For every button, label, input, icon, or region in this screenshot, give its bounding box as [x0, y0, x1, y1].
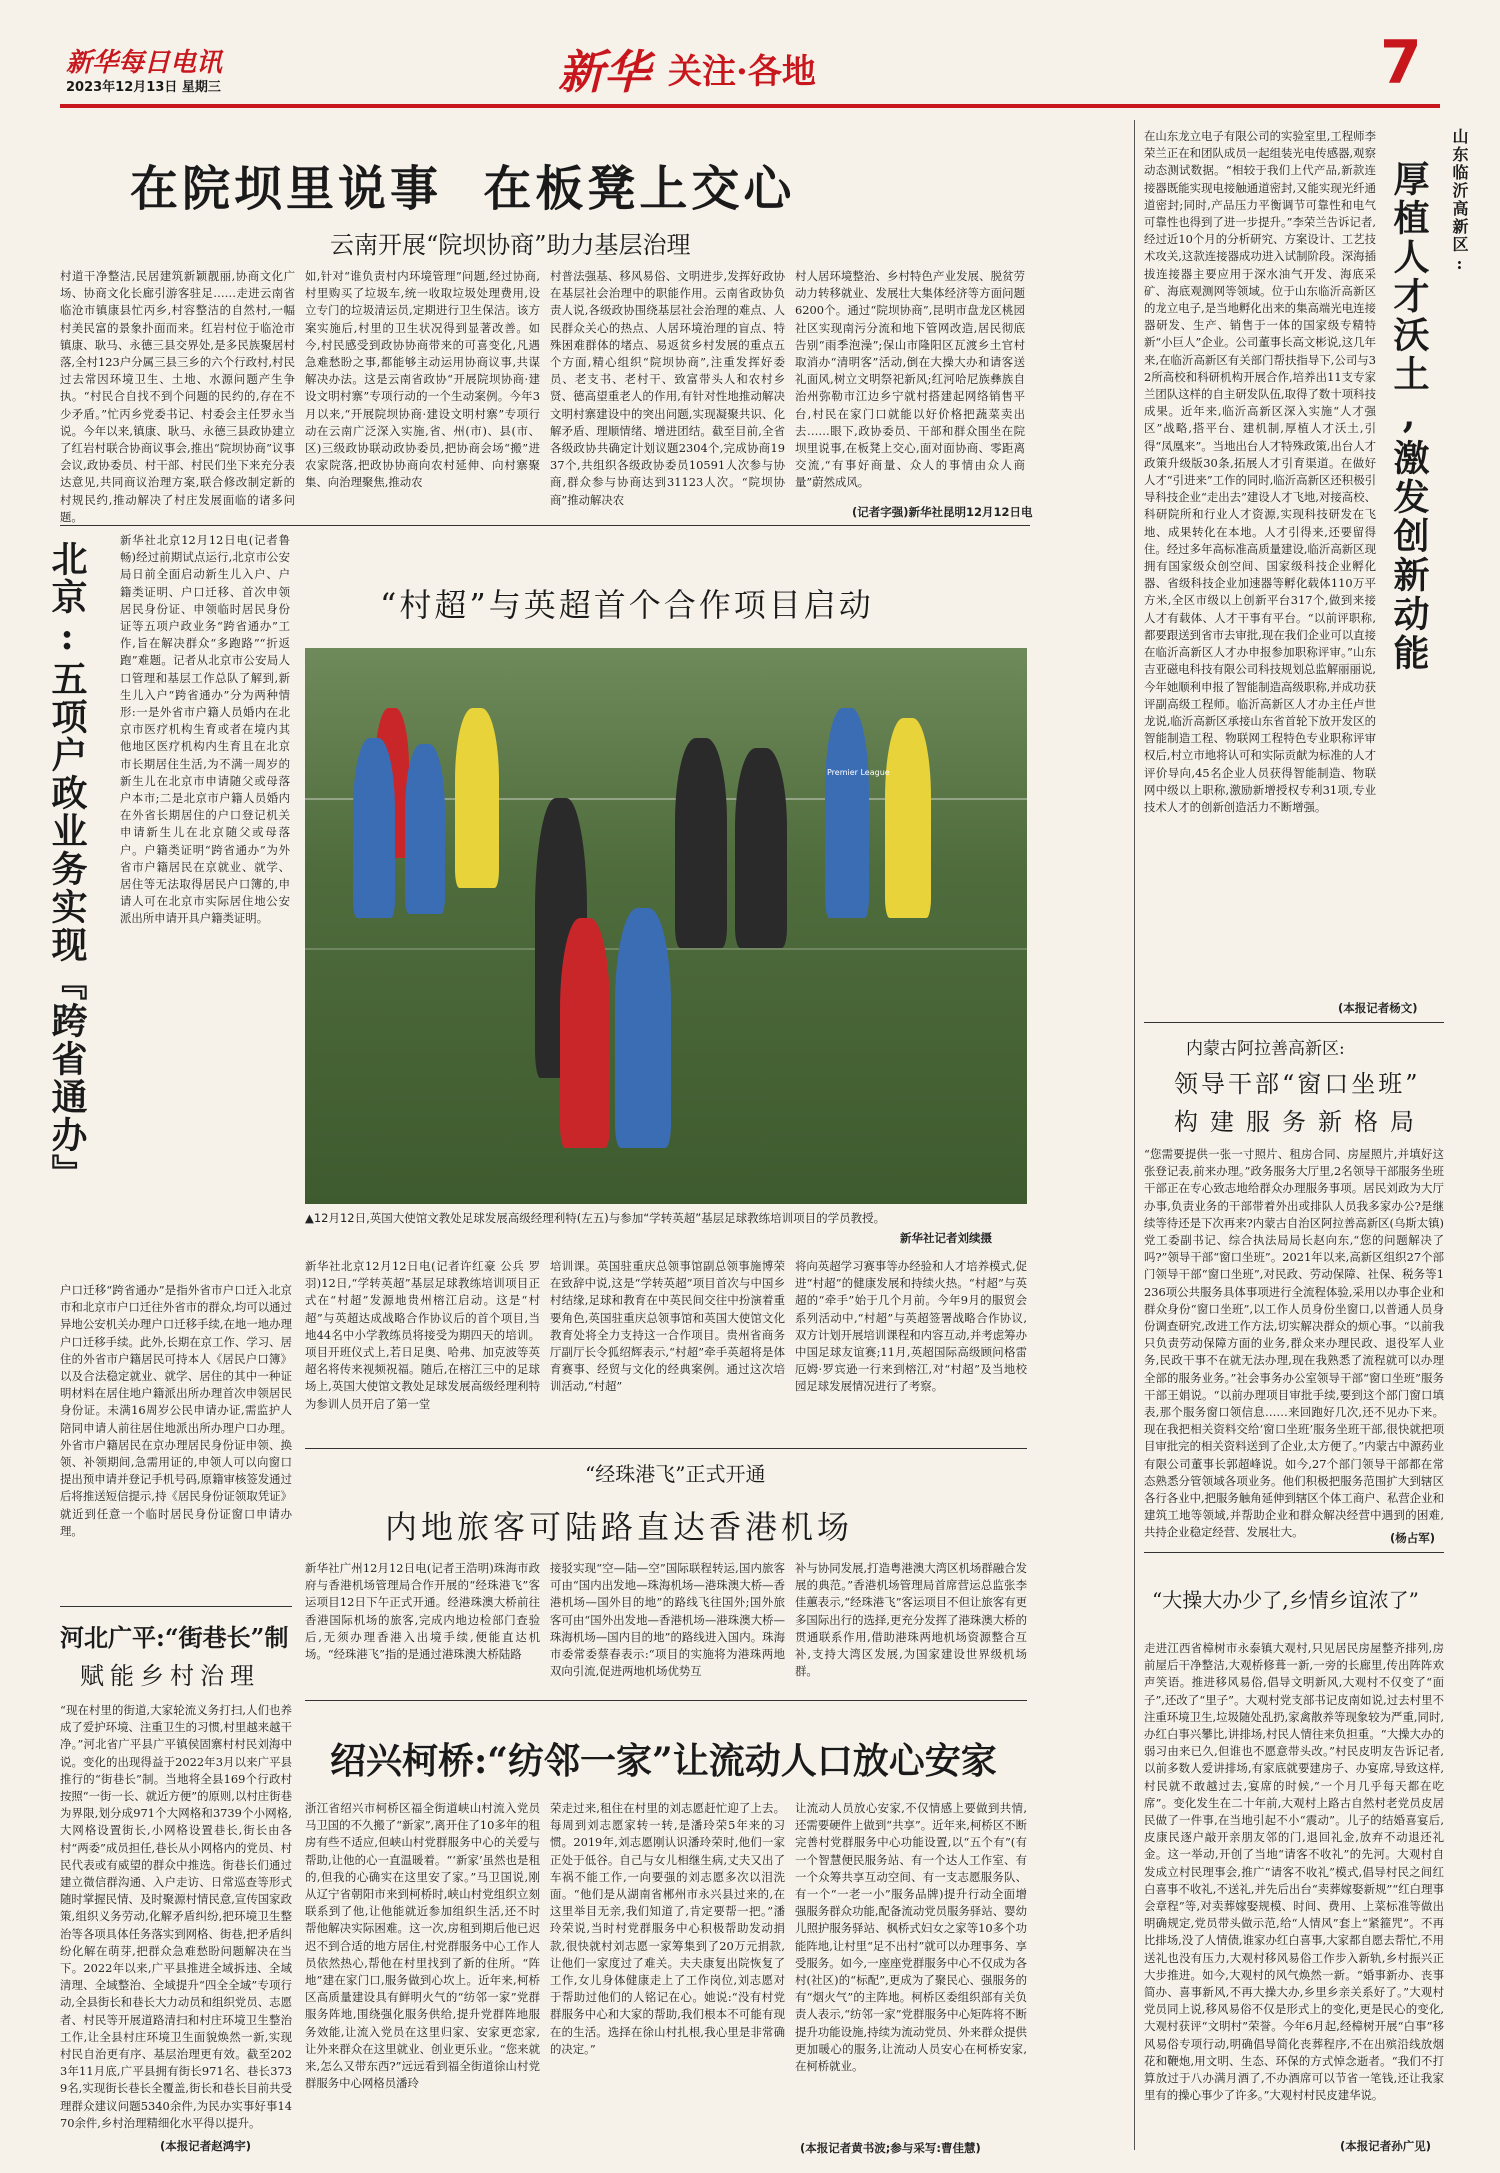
beijing-vertical-title: 北京:五项户政业务实现『跨省通办』 — [46, 540, 88, 1192]
player-figure — [825, 708, 869, 918]
cunchao-col-2: 培训课。英国驻重庆总领事馆副总领事施博荣在致辞中说,这是“学转英超”项目首次与中国乡村结缘,足球和教育在中英民间交往中扮演着重要角色,英国驻重庆总领事馆和英国大使馆文化教育处将全力支持这一合作项目。贵州省商务厅副厅长令狐绍辉表示,“村超”牵手英超将是体育赛事、经贸与文化的经典案例。通过这次培训活动,“村超” — [550, 1259, 785, 1394]
village-credit: (本报记者孙广见) — [1340, 2139, 1432, 2153]
masthead-rule — [60, 104, 1440, 108]
alashan-credit: (杨占军) — [1390, 1531, 1436, 1545]
player-figure — [615, 908, 671, 1148]
gangzhu-col-3: 补与协同发展,打造粤港澳大湾区机场群融合发展的典范。”香港机场管理局首席营运总监张李佳蕙表示,“经珠港飞”客运项目不但让旅客有更多国际出行的选择,更充分发挥了港珠澳大桥的贯通联系作用,借助港珠两地机场资源整合互补,支持大湾区发展,为国家建设世界级机场群。 — [795, 1561, 1027, 1679]
cunchao-photo — [305, 648, 1027, 1204]
hebei-title-2: 赋能乡村治理 — [80, 1662, 260, 1690]
beijing-body-wide: 户口迁移“跨省通办”是指外省市户口迁入北京市和北京市户口迁往外省市的群众,均可以通过异地公安机关办理户口迁移手续,在地一地办理户口迁移手续。此外,长期在京工作、学习、居住的外省市户籍居民可持本人《居民户口簿》以及合法稳定就业、就学、居住的其中一种证明材料在居住地户籍派出所办理首次申领居民身份证。未满16周岁公民申请办证,需监护人陪同申请人前往居住地派出所办理户口办理。外省市户籍居民在京办理居民身份证申领、换领、补领期间,急需用证的,申领人可以向窗口提出预申请并登记手机号码,原籍审核签发通过后将推送短信提示,持《居民身份证领取凭证》就近到任意一个临时居民身份证窗口申请办理。 — [60, 1283, 292, 1538]
staff-figure — [735, 748, 787, 948]
cunchao-col-1: 新华社北京12月12日电(记者许红豪 公兵 罗羽)12日,“学转英超”基层足球教练培训项目正式在“村超”发源地贵州榕江启动。这是“村超”与英超达成战略合作协议后的首个项目,当地44名中小学教练员将接受为期四天的培训。项目开班仪式上,若日足奥、哈弗、加克波等英超名将传来视频祝福。随后,在榕江三中的足球场上,英国大使馆文教处足球发展高级经理利特为参训人员开启了第一堂 — [305, 1259, 540, 1411]
shandong-divider — [1144, 1022, 1444, 1023]
shaoxing-col-1: 浙江省绍兴市柯桥区福全街道峡山村流入党员马卫国的不久搬了“新家”,离开住了10多年的租房有些不适应,但峡山村党群服务中心的关爱与帮助,让他的心一直温暖着。“‘新家’虽然也是租的,但我的心确实在这里安了家。”马卫国说,刚从辽宁省朝阳市来到柯桥时,峡山村党组织立刻联系到了他,让他能就近参加组织生活,还不时帮他解决实际困难。这一次,房租到期后他已迟迟不到合适的地方居住,村党群服务中心工作人员依然热心,帮他在村里找到了新的住所。“阵地”建在家门口,服务做到心坎上。近年来,柯桥区高质量建设具有鲜明火气的“纺邻一家”党群服务阵地,围绕强化服务供给,提升党群阵地服务效能,让流入党员在这里归家、安家更恋家,让外来群众在这里就业、创业更乐业。“您来就来,怎么又带东西?”远远看到福全街道徐山村党群服务中心网格员潘玲 — [305, 1801, 540, 2091]
beijing-body-narrow: 新华社北京12月12日电(记者鲁畅)经过前期试点运行,北京市公安局日前全面启动新生儿入户、户籍类证明、户口迁移、首次申领居民身份证、申领临时居民身份证等五项户政业务“跨省通办”工作,旨在解决群众“多跑路”“折返跑”难题。记者从北京市公安局人口管理和基层工作总队了解到,新生儿入户“跨省通办”分为两种情形:一是外省市户籍人员婚内在北京市医疗机构生育或者在境内其他地区医疗机构内生育且在北京市长期居住生活,为不满一周岁的新生儿在北京市申请随父或母落户本市;二是北京市户籍人员婚内在外省长期居住的户口登记机关申请新生儿在北京随父或母落户。户籍类证明“跨省通办”为外省市户籍居民在京就业、就学、居住等无法取得居民户口簿的,申请人可在北京市实际居住地公安派出所申请开具户籍类证明。 — [120, 533, 290, 926]
alashan-divider — [1144, 1552, 1444, 1553]
shaoxing-headline: 绍兴柯桥:“纺邻一家”让流动人口放心安家 — [330, 1740, 997, 1782]
player-figure — [560, 918, 610, 1148]
alashan-headline-2: 构建服务新格局 — [1174, 1108, 1426, 1136]
hebei-body: “现在村里的街道,大家轮流义务打扫,人们也养成了爱护环境、注重卫生的习惯,村里越来越干净。”河北省广平县广平镇侯固寨村村民刘海中说。变化的出现得益于2022年3月以来广平县推行的“街巷长”制。当地将全县169个行政村按照“一街一长、就近方便”的原则,以村庄街巷为界限,划分成971个大网格和3739个小网格,大网格设置街长,小网格设置巷长,街长由各村“两委”成员担任,巷长从小网格内的党员、村民代表或有威望的群众中推选。街巷长们通过建立微信群沟通、入户走访、日常巡查等形式随时掌握民情、及时聚源村情民意,宣传国家政策,组织义务劳动,化解矛盾纠纷,把环境卫生整治等各项具体任务落实到网格、街巷,把矛盾纠纷化解在萌芽,把群众急难愁盼问题解决在当下。2022年以来,广平县推进全域拆违、全域清理、全域整治、全域提升“四全全域”专项行动,全县街长和巷长大力动员和组织党员、志愿者、村民等开展道路清扫和村庄环境卫生整治工作,让全县村庄环境卫生面貌焕然一新,实现村民自治更有序、基层治理更有效。截至2023年11月底,广平县拥有街长971名、巷长3739名,实现街长巷长全覆盖,街长和巷长目前共受理群众建议问题5340余件,为民办实事好事1470余件,乡村治理精细化水平得以提升。 — [60, 1703, 292, 2130]
player-figure — [885, 718, 931, 918]
player-figure — [353, 738, 395, 918]
paper-logo: 新华每日电讯 — [66, 48, 223, 78]
lead-divider — [60, 525, 1030, 526]
shaoxing-col-3: 让流动人员放心安家,不仅情感上要做到共情,还需要硬件上做到“共享”。近年来,柯桥区不断完善村党群服务中心功能设置,以“五个有”(有一个智慧便民服务站、有一个达人工作室、有一个众筹共享互动空间、有一支志愿服务队、有一个“一老一小”服务品牌)提升行动全面增强服务群众功能,配备流动党员服务驿站、婴幼儿照护服务驿站、枫桥式妇女之家等10多个功能阵地,让村里“足不出村”就可以办理事务、享受服务。如今,一座座党群服务中心不仅成为各村(社区)的“标配”,更成为了聚民心、强服务的有“烟火气”的主阵地。柯桥区委组织部有关负责人表示,“纺邻一家”党群服务中心矩阵将不断提升功能设施,持续为流动党员、外来群众提供更加暖心的服务,让流动人员安心在柯桥安家,在柯桥就业。 — [795, 1801, 1027, 2074]
section-title: 关注·各地 — [668, 52, 816, 92]
cunchao-divider — [305, 1448, 1027, 1449]
player-figure — [455, 708, 499, 888]
alashan-body: “您需要提供一张一寸照片、租房合同、房屋照片,并填好这张登记表,前来办理。”政务服务大厅里,2名领导干部服务坐班干部正在专心致志地给群众办理服务事项。居民刘政为大厅办事,负责业务的干部带着外出或排队人员我多家办公?是继续等待还是下次再来?内蒙古自治区阿拉善高新区(乌斯太镇)党工委副书记、综合执法局局长赵向东,“您的问题解决了吗?”领导干部“窗口坐班”。2021年以来,高新区组织27个部门领导干部“窗口坐班”,对民政、劳动保障、社保、税务等1236项公共服务具体事项进行全流程体验,采用以办事企业和群众身份“窗口坐班”,以工作人员身份坐窗口,以普通人员身份调查研究,改进工作方法,切实解决群众的烦心事。“以前我只负责劳动保障方面的业务,群众来办理民政、退役军人业务,民政干事不在就无法办理,现在我熟悉了流程就可以办理全部的服务业务。”社会事务办公室领导干部“窗口坐班”服务干部王娟说。“以前办理项目审批手续,要到这个部门窗口填表,那个服务窗口领信息……来回跑好几次,还不见办下来。现在我把相关资料交给‘窗口坐班’服务坐班干部,很快就把项目审批完的相关资料送到了企业,太方便了。”内蒙古中源药业有限公司董事长郭超峰说。如今,27个部门领导干部都在常态熟悉分管领域各项业务。他们积极把服务范围扩大到辖区各行各业中,把服务触角延伸到辖区个体工商户、私营企业和建筑工地等领域,并帮助企业和群众解决经营中遇到的困难,共持企业稳定经营、发展壮大。 — [1144, 1147, 1444, 1540]
lead-subhead: 云南开展“院坝协商”助力基层治理 — [330, 231, 691, 259]
player-figure — [405, 744, 445, 914]
section-logo: 新华 — [558, 45, 650, 99]
cunchao-headline: “村超”与英超首个合作项目启动 — [380, 586, 874, 624]
shandong-vertical-tag: 山东临沂高新区: — [1450, 128, 1469, 275]
shandong-credit: (本报记者杨文) — [1338, 1001, 1418, 1015]
shaoxing-col-2: 荣走过来,租住在村里的刘志愿赶忙迎了上去。每周到刘志愿家转一转,是潘玲荣5年来的习惯。2019年,刘志愿刚认识潘玲荣时,他们一家正处于低谷。自己与女儿相继生病,丈夫又出了车祸不能工作,一向要强的刘志愿多次以泪洗面。“他们是从湖南省郴州市永兴县过来的,在这里举目无亲,我们知道了,肯定要帮一把。”潘玲荣说,当时村党群服务中心积极帮助发动捐款,很快就村刘志愿一家筹集到了20万元捐款,让他们一家度过了难关。夫夫康复出院恢复了工作,女儿身体健康走上了工作岗位,刘志愿对于帮助过他们的人铭记在心。她说:“没有村党群服务中心和大家的帮助,我们根本不可能有现在的生活。选择在徐山村扎根,我心里是非常确的决定。” — [550, 1801, 785, 2056]
page-number: 7 — [1380, 28, 1422, 98]
hebei-title-1: 河北广平:“街巷长”制 — [60, 1623, 289, 1652]
lead-col-3: 村普法强基、移风易俗、文明进步,发挥好政协在基层社会治理中的职能作用。云南省政协负责人说,各级政协围绕基层社会治理的难点、人民群众关心的热点、人居环境治理的盲点、特殊困难群体的堵点、易返贫乡村发展的重点五个方面,精心组织“院坝协商”,注重发挥好委员、老支书、老村干、致富带头人和农村乡贤、德高望重老人的作用,有针对性地推动解决文明村寨建设中的突出问题,实现凝聚共识、化解矛盾、理顺情绪、增进团结。截至目前,全省各级政协共确定计划议题2304个,完成协商1937个,共组织各级政协委员10591人次参与协商,群众参与协商达到31123人次。“院坝协商”推动解决农 — [550, 269, 785, 507]
gangzhu-kicker: “经珠港飞”正式开通 — [585, 1462, 766, 1486]
photo-caption: ▲12月12日,英国大使馆文教处足球发展高级经理利特(左五)与参加“学转英超”基层足球教练培训项目的学员教授。 — [305, 1211, 886, 1225]
hebei-credit: (本报记者赵鸿宇) — [160, 2139, 252, 2153]
lead-headline: 在院坝里说事 在板凳上交心 — [130, 161, 796, 217]
staff-figure — [675, 738, 727, 948]
lead-col-1: 村道干净整洁,民居建筑新颖靓丽,协商文化广场、协商文化长廊引游客驻足……走进云南省临沧市镇康县忙丙乡,村容整洁的自然村,一幅村美民富的景象扑面而来。红岩村位于临沧市镇康、耿马、永德三县交界处,是多民族聚居村落,全村123户分属三县三乡的六个行政村,村民过去常因环境卫生、土地、水源问题产生争执。“村民合自找不到个问题的民约的,存在不少矛盾。”忙丙乡党委书记、村委会主任罗永当说。今年以来,镇康、耿马、永德三县政协建立了红岩村联合协商议事会,推出“院坝协商”议事会议,政协委员、村干部、村民们坐下来充分表达意见,共同商议治理方案,联合修改制定新的村规民约,推动解决了村庄发展面临的诸多问题。 — [60, 269, 295, 524]
lead-col-2: 如,针对“谁负责村内环境管理”问题,经过协商,村里购买了垃圾车,统一收取垃圾处理费用,设立专门的垃圾清运员,定期进行卫生保洁。该方案实施后,村里的卫生状况得到显著改善。如今,村民感受到政协协商带来的可喜变化,凡遇急难愁盼之事,都能够主动运用协商议事,共谋解决办法。这是云南省政协“开展院坝协商·建设文明村寨”专项行动的一个生动案例。今年3月以来,“开展院坝协商·建设文明村寨”专项行动在云南广泛深入实施,省、州(市)、县(市、区)三级政协联动政协委员,把协商会场“搬”进农家院落,把政协协商向农村延伸、向村寨聚集、向治理聚焦,推动农 — [305, 269, 540, 490]
village-body: 走进江西省樟树市永泰镇大观村,只见居民房屋整齐排列,房前屋后干净整洁,大观桥修葺一新,一旁的长廊里,传出阵阵欢声笑语。推进移风易俗,倡导文明新风,大观村不仅变了“面子”,还改了“里子”。大观村党支部书记皮南如说,过去村里不注重环境卫生,垃圾随处乱扔,家禽散养等现象较为严重,同时,办红白事兴攀比,讲排场,村民人情往来负担重。“大操大办的弱习由来已久,但谁也不愿意带头改。”村民皮明友告诉记者,以前多数人爱讲排场,有家底就要建房子、办宴席,导致这样,村民就不敢越过去,宴席的时候,“一个月几乎每天都在吃席”。变化发生在二十年前,大观村上路古自然村老党员皮居民做了一件事,在当地引起不小“震动”。儿子的结婚喜宴后,皮康民逐户敲开亲朋友邻的门,退回礼金,放弃不动退还礼金。这一举动,开创了当地“请客不收礼”的先河。大观村自发成立村民理事会,推广“请客不收礼”模式,倡导村民之间红白喜事不收礼,不送礼,并先后出台“卖葬嫁娶新规”“红白理事会章程”等,对卖葬嫁娶规模、时间、费用、上菜标准等做出明确规定,党员带头做示范,给“人情风”套上“紧箍咒”。不再比排场,没了人情债,谁家办红白喜事,大家都自愿去帮忙,不用送礼也没有压力,大观村移风易俗工作步入新轨,乡村振兴正大步推进。如今,大观村的风气焕然一新。“婚事新办、丧事简办、喜事新风,不再大操大办,乡里乡亲关系好了。”大观村党员同上说,移风易俗不仅是形式上的变化,更是民心的变化,大观村获评“文明村”荣誉。今年6月起,经樟树开展“白事”移风易俗专项行动,明确倡导简化丧葬程序,不在出殡沿线放烟花和鞭炮,用文明、生态、环保的方式悼念逝者。“我们不打算放过于八办满月酒了,不办酒席可以节省一笔钱,还让我家里有的操心事少了许多。”大观村村民皮建华说。 — [1144, 1641, 1444, 2103]
issue-date: 2023年12月13日 星期三 — [66, 80, 221, 95]
beijing-divider — [60, 1606, 292, 1607]
cunchao-col-3: 将向英超学习赛事等办经验和人才培养模式,促进“村超”的健康发展和持续火热。“村超”与英超的“牵手”始于几个月前。今年9月的服贸会系列活动中,“村超”与英超签署战略合作协议,双方计划开展培训课程和内容互动,并考虑筹办中国足球友谊赛;11月,英超国际高级顾问格雷厄姆·罗宾逊一行来到榕江,对“村超”及当地校园足球发展情况进行了考察。 — [795, 1259, 1027, 1394]
right-column-rule — [1134, 120, 1135, 2150]
alashan-headline-1: 领导干部“窗口坐班” — [1174, 1070, 1421, 1098]
alashan-kicker: 内蒙古阿拉善高新区: — [1186, 1039, 1345, 1059]
gangzhu-divider — [305, 1700, 1027, 1701]
gangzhu-col-1: 新华社广州12月12日电(记者王浩明)珠海市政府与香港机场管理局合作开展的“经珠港飞”客运项目12日下午正式开通。经港珠澳大桥前往香港国际机场的旅客,完成内地边检部门查验后,无须办理香港入出境手续,便能直达机场。“经珠港飞”指的是通过港珠澳大桥陆路 — [305, 1561, 540, 1662]
lead-col-4: 村人居环境整治、乡村特色产业发展、脱贫劳动力转移就业、发展壮大集体经济等方面问题6200个。通过“院坝协商”,昆明市盘龙区桃园社区实现南污分流和地下管网改造,居民彻底告别“雨季泡澡”;保山市隆阳区瓦渡乡土官村取消办“清明客”活动,倒在大操大办和请客送礼面风,树立文明祭祀新风;红河哈尼族彝族自治州弥勒市江边乡宁就村搭建起网络销售平台,村民在家门口就能以好价格把蔬菜卖出去……眼下,政协委员、干部和群众围坐在院坝里说事,在板凳上交心,面对面协商、零距离交流,“有事好商量、众人的事情由众人商量”蔚然成风。 — [795, 269, 1025, 490]
shaoxing-credit: (本报记者黄书波;参与采写:曹佳慧) — [800, 2141, 981, 2155]
jersey-text: Premier League — [827, 768, 890, 777]
lead-credit: (记者字强)新华社昆明12月12日电 — [852, 505, 1033, 519]
photo-credit: 新华社记者刘续摄 — [900, 1231, 992, 1245]
village-headline: “大操大办少了,乡情乡谊浓了” — [1152, 1588, 1419, 1612]
gangzhu-headline: 内地旅客可陆路直达香港机场 — [385, 1508, 854, 1546]
gangzhu-col-2: 接驳实现“空—陆—空”国际联程转运,国内旅客可由“国内出发地—珠海机场—港珠澳大桥—香港机场—国外目的地”的路线飞往国外;国外旅客可由“国外出发地—香港机场—港珠澳大桥—珠海机场—国内目的地”的路线进入国内。珠海市委常委蔡春表示:“项目的实施将为港珠两地双向引流,促进两地机场优势互 — [550, 1561, 785, 1679]
shandong-vertical-title: 厚植人才沃土,激发创新动能 — [1388, 160, 1430, 673]
shandong-body: 在山东龙立电子有限公司的实验室里,工程师李荣兰正在和团队成员一起组装光电传感器,观察动态测试数据。“相较于我们上代产品,新款连接器既能实现电接触通道密封,又能实现光纤通道密封;同时,产品压力平衡调节可靠性和电气可靠性也得到了进一步提升。”李荣兰告诉记者,经过近10个月的分析研究、方案设计、工艺技术攻关,这款连接器成功进入试制阶段。深海插拔连接器主要应用于深水油气开发、海底采矿、海底观测网等领域。位于山东临沂高新区的龙立电子,是当地孵化出来的集高端光电连接器研发、生产、销售于一体的国家级专精特新“小巨人”企业。公司董事长高文彬说,这几年来,在临沂高新区有关部门帮扶指导下,公司与32所高校和科研机构开展合作,培养出11支专家兰团队这样的自主研发队伍,取得了数十项科技成果。近年来,临沂高新区深入实施“人才强区”战略,搭平台、建机制,厚植人才沃土,引得“凤凰来”。当地出台人才特殊政策,出台人才政策升级版30条,拓展人才引育渠道。在做好人才“引进来”工作的同时,临沂高新区还积极引导科技企业“走出去”建设人才飞地,对接高校、科研院所和行业人才资源,实现科技研发在飞地、成果转化在本地。人才引得来,还要留得住。经过多年高标准高质量建设,临沂高新区现拥有国家级众创空间、国家级科技企业孵化器、省级科技企业加速器等孵化载体110万平方米,全区市级以上创新平台317个,做到来接人才有载体、人才干事有平台。“以前评职称,都要跟送到省市去审批,现在我们企业可以直接在临沂高新区人才办申报参加职称评审。”山东吉亚磁电科技有限公司科技规划总监解丽丽说,今年她顺利申报了智能制造高级职称,并成功获评副高级工程师。临沂高新区人才办主任卢世龙说,临沂高新区承接山东省首轮下放开发区的智能制造工程、物联网工程特色专业职称评审权后,村立市地将认可和实际贡献为标准的人才评价导向,45名企业人员获得智能制造、物联网中级以上职称,激励新增授权专利31项,专业技术人才的创新创造活力不断增强。 — [1144, 129, 1376, 814]
masthead — [0, 0, 1500, 110]
